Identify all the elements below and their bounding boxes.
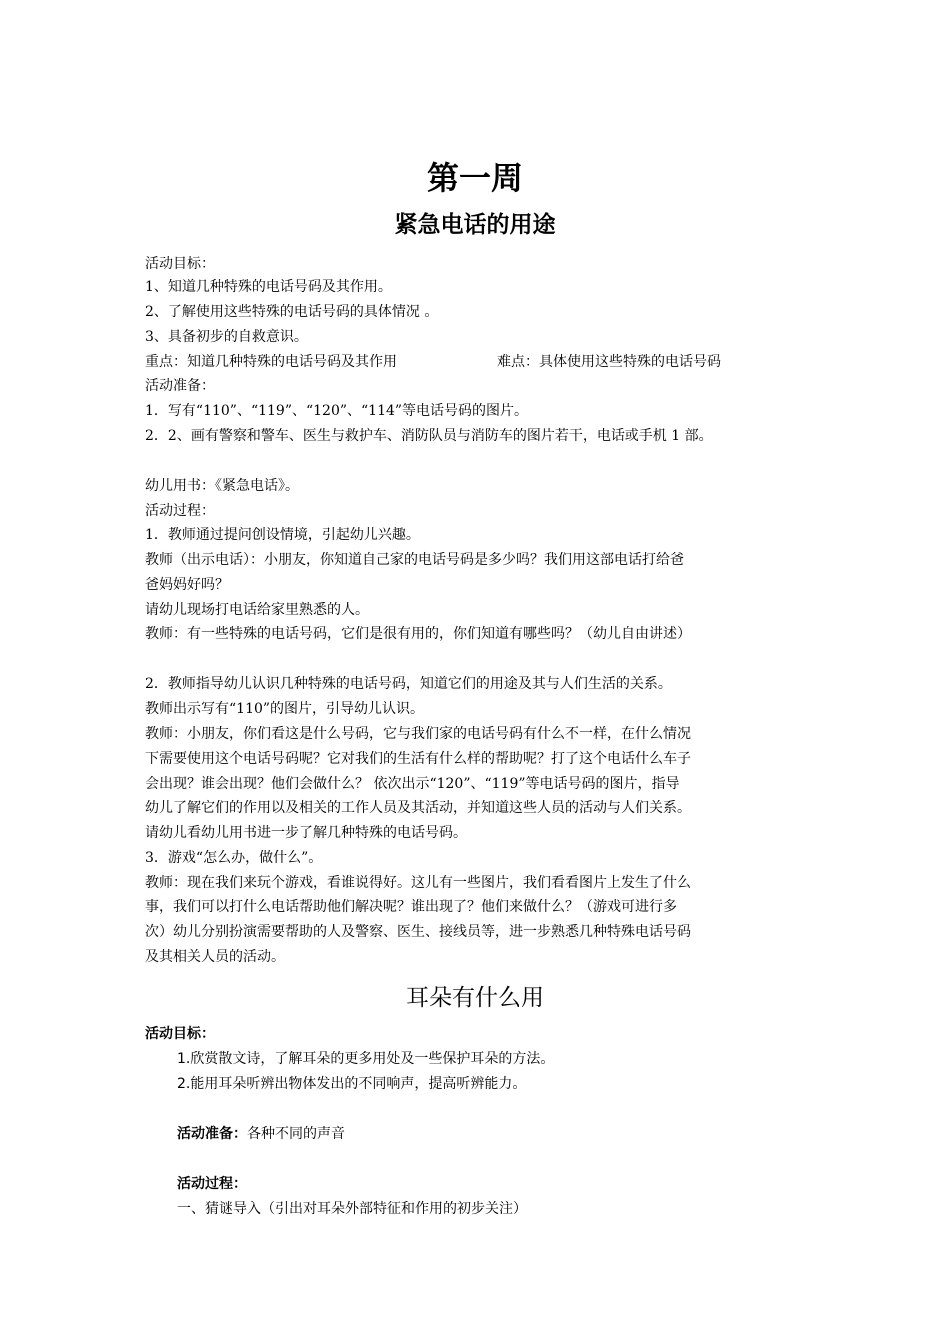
lesson1-step2-text: 请幼儿看幼儿用书进一步了解几种特殊的电话号码。 [145, 825, 467, 841]
lesson2-title: 耳朵有什么用 [406, 985, 544, 1011]
lesson1-prep-2: 2．2、画有警察和警车、医生与救护车、消防队员与消防车的图片若干，电话或手机 1 部。 [145, 428, 713, 444]
lesson1-difficulty: 难点：具体使用这些特殊的电话号码 [497, 354, 721, 370]
lesson1-step1-text: 教师（出示电话）：小朋友，你知道自己家的电话号码是多少吗？我们用这部电话打给爸 [145, 552, 684, 568]
lesson1-step2-text: 教师：小朋友，你们看这是什么号码，它与我们家的电话号码有什么不一样，在什么情况 [145, 726, 691, 742]
lesson1-step1-text: 请幼儿现场打电话给家里熟悉的人。 [145, 602, 369, 618]
lesson1-prep-label: 活动准备： [145, 378, 215, 394]
lesson1-step2-text: 教师出示写有“110”的图片，引导幼儿认识。 [145, 701, 425, 717]
lesson2-prep-label: 活动准备： [177, 1126, 247, 1142]
lesson1-focus: 重点：知道几种特殊的电话号码及其作用 [145, 354, 397, 370]
lesson1-step1-title: 1．教师通过提问创设情境，引起幼儿兴趣。 [145, 527, 420, 543]
lesson1-step3-title: 3．游戏“怎么办，做什么”。 [145, 850, 323, 866]
lesson1-step1-text: 爸妈妈好吗？ [145, 577, 229, 593]
week-heading: 第一周 [426, 159, 523, 197]
lesson2-step1: 一、猜谜导入（引出对耳朵外部特征和作用的初步关注） [177, 1201, 527, 1217]
lesson1-step3-text: 教师：现在我们来玩个游戏，看谁说得好。这儿有一些图片，我们看看图片上发生了什么 [145, 875, 691, 891]
lesson1-goal-label: 活动目标： [145, 256, 215, 272]
lesson2-goal-1: 1.欣赏散文诗，了解耳朵的更多用处及一些保护耳朵的方法。 [177, 1051, 555, 1067]
lesson2-goal-label: 活动目标： [145, 1026, 215, 1042]
lesson1-goal-1: 1、知道几种特殊的电话号码及其作用。 [145, 279, 392, 295]
lesson1-process-label: 活动过程： [145, 503, 215, 519]
lesson2-prep-text: 各种不同的声音 [247, 1126, 345, 1142]
lesson1-step3-text: 事，我们可以打什么电话帮助他们解决呢？谁出现了？他们来做什么？（游戏可进行多 [145, 899, 677, 915]
lesson1-step2-text: 会出现？谁会出现？他们会做什么？ 依次出示“120”、“119”等电话号码的图片，指导 [145, 776, 680, 792]
lesson1-step1-text: 教师：有一些特殊的电话号码，它们是很有用的，你们知道有哪些吗？（幼儿自由讲述） [145, 626, 691, 642]
lesson1-step3-text: 次）幼儿分别扮演需要帮助的人及警察、医生、接线员等，进一步熟悉几种特殊电话号码 [145, 924, 691, 940]
lesson1-goal-2: 2、了解使用这些特殊的电话号码的具体情况 。 [145, 304, 439, 320]
lesson1-step2-text: 幼儿了解它们的作用以及相关的工作人员及其活动，并知道这些人员的活动与人们关系。 [145, 800, 691, 816]
lesson1-goal-3: 3、具备初步的自救意识。 [145, 329, 308, 345]
lesson1-step2-title: 2．教师指导幼儿认识几种特殊的电话号码，知道它们的用途及其与人们生活的关系。 [145, 676, 672, 692]
lesson2-goal-2: 2.能用耳朵听辨出物体发出的不同响声，提高听辨能力。 [177, 1076, 527, 1092]
lesson1-title: 紧急电话的用途 [394, 212, 556, 238]
lesson1-prep-1: 1．写有“110”、“119”、“120”、“114”等电话号码的图片。 [145, 403, 529, 419]
lesson2-prep [177, 1124, 345, 1144]
lesson1-book: 幼儿用书：《紧急电话》。 [145, 478, 299, 494]
lesson1-step2-text: 下需要使用这个电话号码呢？它对我们的生活有什么样的帮助呢？打了这个电话什么车子 [145, 751, 691, 767]
lesson2-process-label: 活动过程： [177, 1176, 247, 1192]
lesson1-step3-text: 及其相关人员的活动。 [145, 949, 285, 965]
